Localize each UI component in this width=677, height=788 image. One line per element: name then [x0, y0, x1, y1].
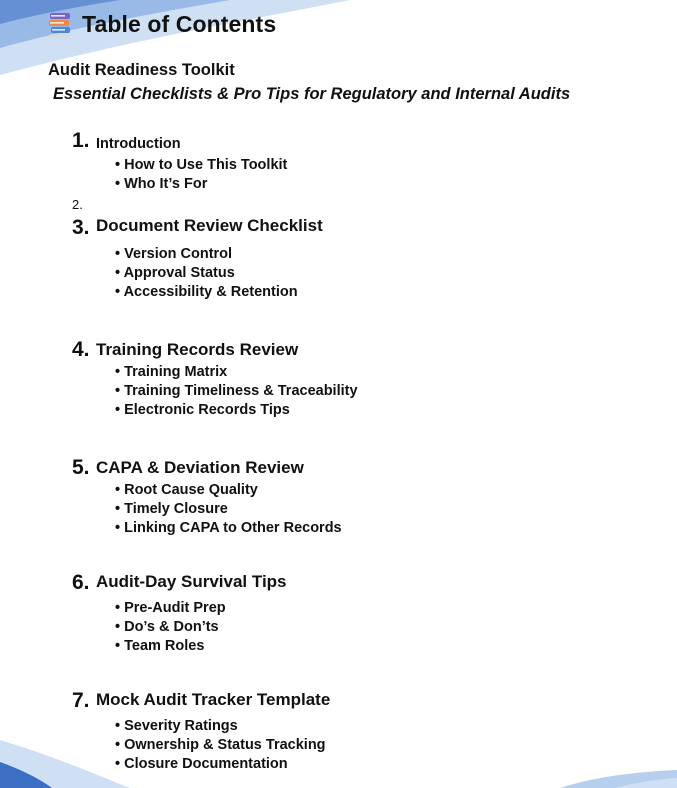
section-number: 1.: [72, 129, 90, 152]
list-item[interactable]: • How to Use This Toolkit: [115, 157, 288, 173]
section-number: 6.: [72, 571, 90, 594]
list-item[interactable]: • Training Matrix: [115, 364, 228, 380]
list-item[interactable]: • Accessibility & Retention: [115, 284, 298, 300]
section-items: [115, 481, 342, 538]
section-number: 3.: [72, 216, 90, 239]
list-item[interactable]: • Training Timeliness & Traceability: [115, 383, 358, 399]
section-number: 2.: [72, 197, 83, 212]
toc-header: [48, 11, 276, 38]
list-item[interactable]: • Do’s & Don’ts: [115, 619, 219, 635]
section-items: [115, 717, 326, 774]
list-item[interactable]: • Version Control: [115, 246, 233, 262]
list-item[interactable]: • Pre-Audit Prep: [115, 600, 226, 616]
list-item[interactable]: • Closure Documentation: [115, 756, 288, 772]
list-item[interactable]: • Who It’s For: [115, 176, 208, 192]
section-items: [115, 245, 298, 302]
stacked-books-icon: [48, 12, 72, 38]
section-title[interactable]: Mock Audit Tracker Template: [96, 690, 331, 709]
section-title[interactable]: CAPA & Deviation Review: [96, 458, 304, 477]
section-items: [115, 156, 287, 194]
list-item[interactable]: • Timely Closure: [115, 501, 228, 517]
section-number: 5.: [72, 456, 90, 479]
section-items: [115, 599, 226, 656]
section-title[interactable]: Document Review Checklist: [96, 216, 323, 235]
document-title: Audit Readiness Toolkit: [48, 61, 235, 79]
section-number: 4.: [72, 338, 90, 361]
list-item[interactable]: • Electronic Records Tips: [115, 402, 290, 418]
list-item[interactable]: • Linking CAPA to Other Records: [115, 520, 342, 536]
list-item[interactable]: • Severity Ratings: [115, 718, 238, 734]
list-item[interactable]: • Approval Status: [115, 265, 235, 281]
page-title: Table of Contents: [82, 11, 277, 37]
list-item[interactable]: • Team Roles: [115, 638, 205, 654]
section-items: [115, 363, 358, 420]
section-title[interactable]: Introduction: [96, 136, 181, 152]
section-title[interactable]: Training Records Review: [96, 340, 299, 359]
list-item[interactable]: • Root Cause Quality: [115, 482, 258, 498]
section-number: 7.: [72, 689, 90, 712]
list-item[interactable]: • Ownership & Status Tracking: [115, 737, 326, 753]
section-title[interactable]: Audit-Day Survival Tips: [96, 572, 287, 591]
document-subtitle: Essential Checklists & Pro Tips for Regulatory and Internal Audits: [53, 85, 571, 103]
